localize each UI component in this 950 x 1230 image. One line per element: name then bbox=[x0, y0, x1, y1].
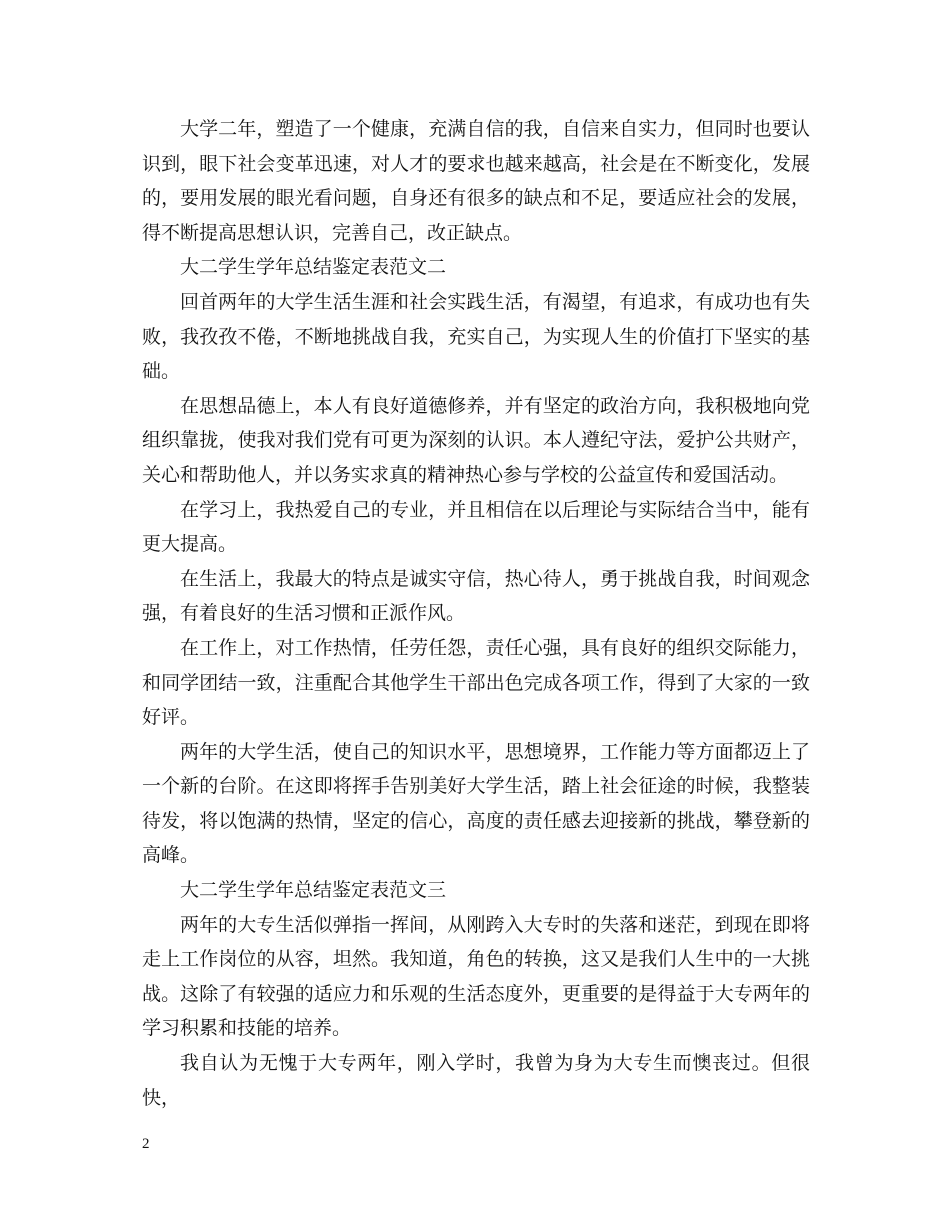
paragraph: 大学二年，塑造了一个健康，充满自信的我，自信来自实力，但同时也要认识到，眼下社会变革迅速，对人才的要求也越来越高，社会是在不断变化，发展的，要用发展的眼光看问题，自身还有很多的缺点和不足，要适应社会的发展，得不断提高思想认识，完善自己，改正缺点。 bbox=[142, 118, 810, 244]
paragraph: 在学习上，我热爱自己的专业，并且相信在以后理论与实际结合当中，能有更大提高。 bbox=[142, 498, 810, 556]
document-body bbox=[142, 112, 810, 1115]
paragraph: 回首两年的大学生活生涯和社会实践生活，有渴望，有追求，有成功也有失败，我孜孜不倦，不断地挑战自我，充实自己，为实现人生的价值打下坚实的基础。 bbox=[142, 290, 810, 383]
paragraph: 两年的大学生活，使自己的知识水平，思想境界，工作能力等方面都迈上了一个新的台阶。在这即将挥手告别美好大学生活，踏上社会征途的时候，我整装待发，将以饱满的热情，坚定的信心，高度的责任感去迎接新的挑战，攀登新的高峰。 bbox=[142, 740, 810, 867]
paragraph: 我自认为无愧于大专两年，刚入学时，我曾为身为大专生而懊丧过。但很快， bbox=[142, 1052, 810, 1109]
paragraph: 两年的大专生活似弹指一挥间，从刚跨入大专时的失落和迷茫，到现在即将走上工作岗位的从容，坦然。我知道，角色的转换，这又是我们人生中的一大挑战。这除了有较强的适应力和乐观的生活态度外，更重要的是得益于大专两年的学习积累和技能的培养。 bbox=[142, 913, 810, 1040]
paragraph: 在工作上，对工作热情，任劳任怨，责任心强，具有良好的组织交际能力，和同学团结一致，注重配合其他学生干部出色完成各项工作，得到了大家的一致好评。 bbox=[142, 636, 810, 729]
paragraph: 在生活上，我最大的特点是诚实守信，热心待人，勇于挑战自我，时间观念强，有着良好的生活习惯和正派作风。 bbox=[142, 567, 810, 625]
page-number: 2 bbox=[142, 1136, 150, 1152]
section-heading: 大二学生学年总结鉴定表范文二 bbox=[180, 256, 447, 279]
section-heading: 大二学生学年总结鉴定表范文三 bbox=[180, 879, 447, 902]
paragraph: 在思想品德上，本人有良好道德修养，并有坚定的政治方向，我积极地向党组织靠拢，使我对我们党有可更为深刻的认识。本人遵纪守法，爱护公共财产，关心和帮助他人，并以务实求真的精神热心参与学校的公益宣传和爱国活动。 bbox=[142, 394, 810, 486]
